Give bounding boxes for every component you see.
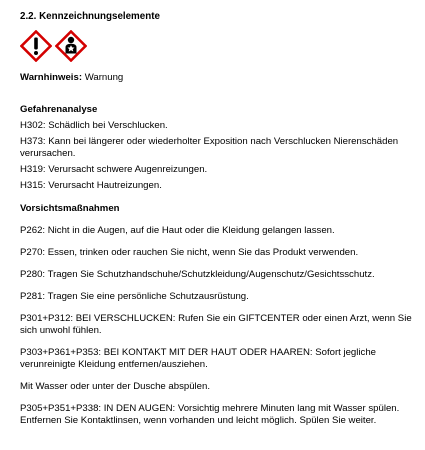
hazard-statements: [20, 120, 417, 192]
precaution-statement-p270: P270: Essen, trinken oder rauchen Sie nicht, wenn Sie das Produkt verwenden.: [20, 247, 359, 259]
hazard-statement-h373: H373: Kann bei längerer oder wiederholter Exposition nach Verschlucken Nierenschäden verursachen.: [20, 136, 399, 160]
hazard-title: Gefahrenanalyse: [20, 104, 98, 116]
signal-word-label: Warnhinweis:: [20, 72, 83, 84]
precaution-statement-p303-p361-p353: P303+P361+P353: BEI KONTAKT MIT DER HAUT ODER HAAREN: Sofort jegliche verunreinigte Kleidung entfernen/ausziehen.: [20, 347, 376, 370]
precaution-statement-p305-p351-p338: P305+P351+P338: IN DEN AUGEN: Vorsichtig mehrere Minuten lang mit Wasser spülen. Entfernen Sie Kontaktlinsen, wenn vorhanden und leicht möglich. Spülen Sie weiter.: [20, 402, 400, 426]
ghs-pictograms: [20, 30, 417, 62]
precaution-statement-p301-p312: P301+P312: BEI VERSCHLUCKEN: Rufen Sie ein GIFTCENTER oder einen Arzt, wenn Sie sich unwohl fühlen.: [20, 313, 412, 337]
precaution-title: Vorsichtsmaßnahmen: [20, 203, 120, 215]
precaution-statements: [20, 225, 417, 427]
hazard-statement-h315: H315: Verursacht Hautreizungen.: [20, 180, 162, 192]
precaution-statement-p281: P281: Tragen Sie eine persönliche Schutzausrüstung.: [20, 291, 249, 303]
exclamation-mark-icon: [20, 30, 52, 62]
precaution-statement-p262: P262: Nicht in die Augen, auf die Haut oder die Kleidung gelangen lassen.: [20, 225, 335, 237]
hazard-statement-h302: H302: Schädlich bei Verschlucken.: [20, 120, 168, 132]
signal-word: [20, 72, 417, 84]
hazard-statement-h319: H319: Verursacht schwere Augenreizungen.: [20, 164, 208, 176]
signal-word-value: Warnung: [84, 72, 124, 84]
precaution-statement-rinse: Mit Wasser oder unter der Dusche abspülen.: [20, 380, 211, 392]
health-hazard-icon: [55, 30, 87, 62]
section-title: 2.2. Kennzeichnungselemente: [20, 11, 160, 22]
precaution-statement-p280: P280: Tragen Sie Schutzhandschuhe/Schutzkleidung/Augenschutz/Gesichtsschutz.: [20, 269, 375, 281]
